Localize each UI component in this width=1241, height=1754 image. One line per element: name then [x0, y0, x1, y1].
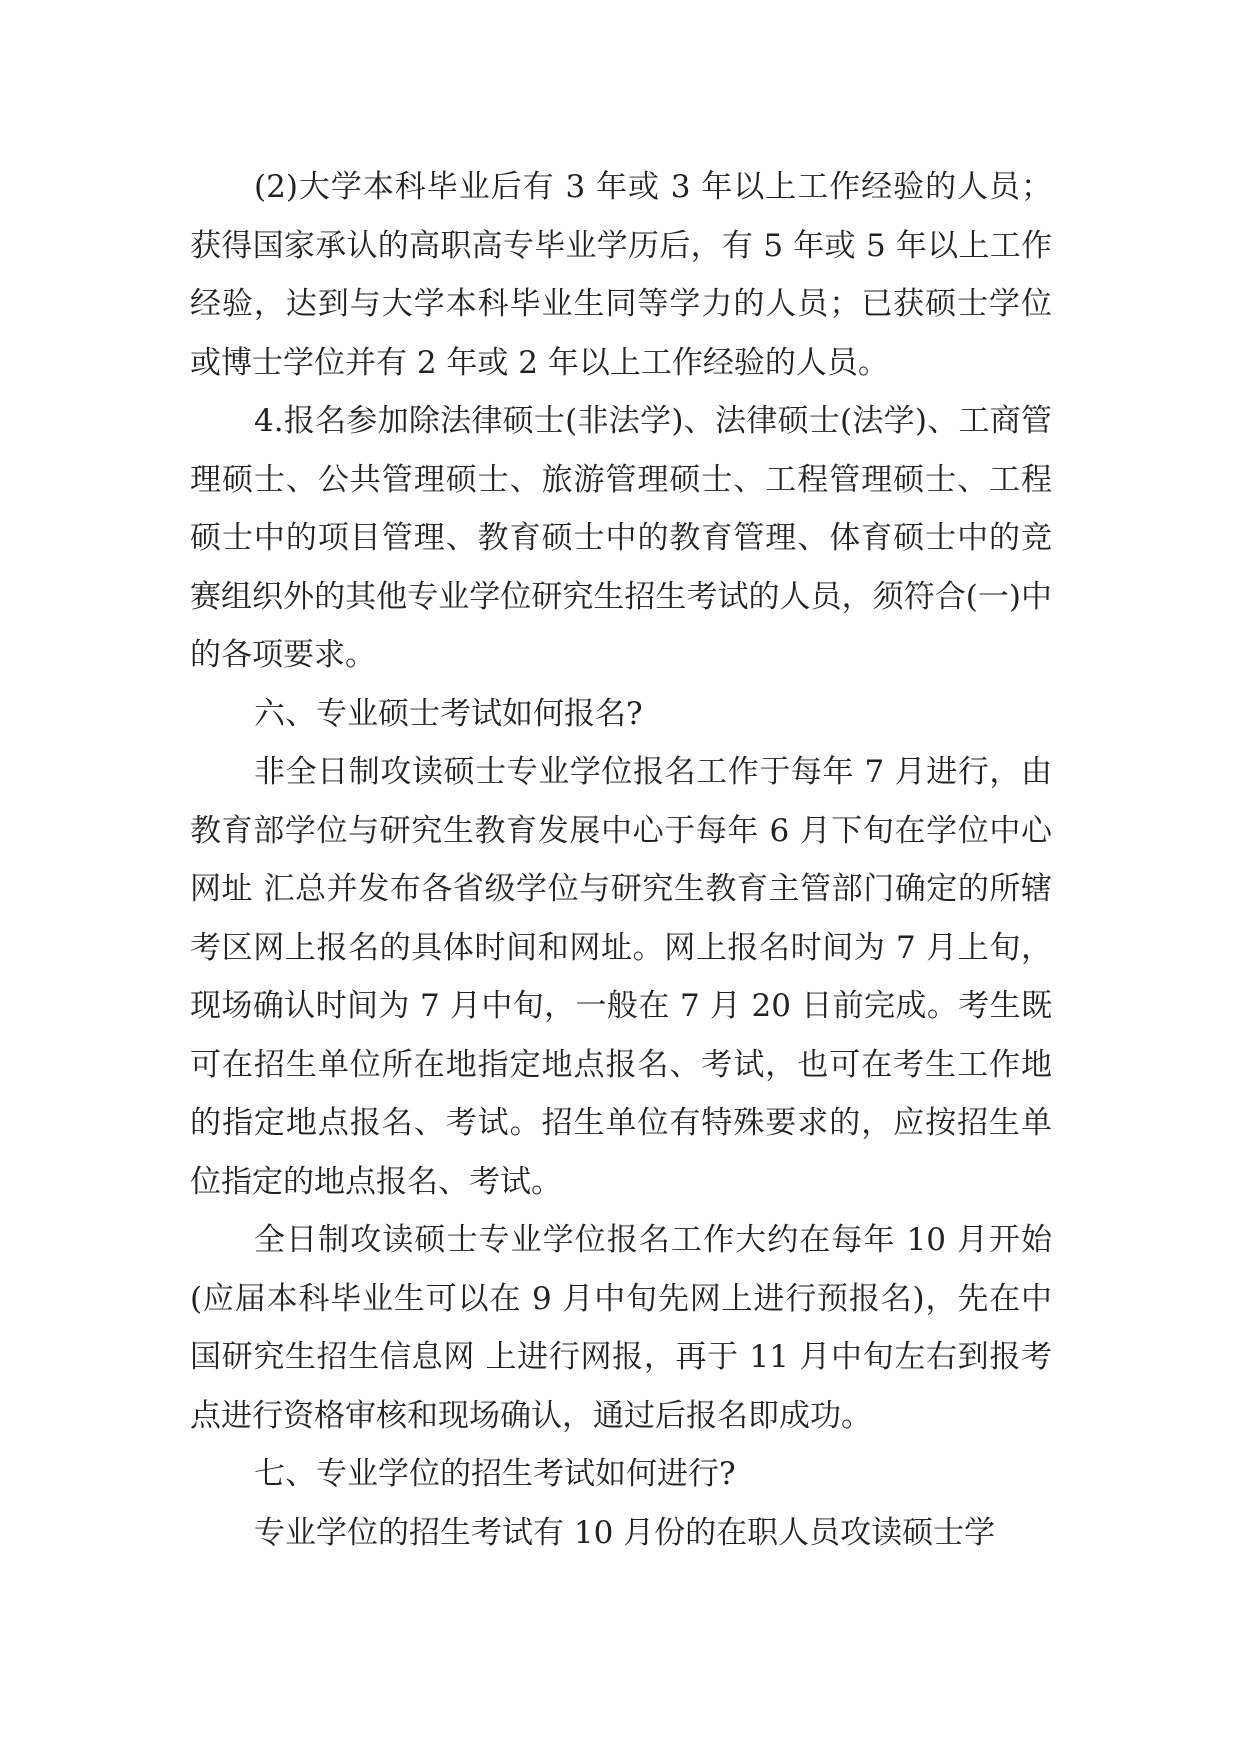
section-heading-exam-process: 七、专业学位的招生考试如何进行?	[254, 1456, 736, 1492]
paragraph-work-experience-requirements: (2)大学本科毕业后有 3 年或 3 年以上工作经验的人员；获得国家承认的高职高专毕业学历后，有 5 年或 5 年以上工作经验，达到与大学本科毕业生同等学力的人员；已获硕士学位或博士学位并有 2 年或 2 年以上工作经验的人员。	[190, 169, 1052, 381]
document-body	[190, 158, 1052, 1562]
paragraph-full-time-registration: 全日制攻读硕士专业学位报名工作大约在每年 10 月开始(应届本科毕业生可以在 9 月中旬先网上进行预报名)，先在中国研究生招生信息网 上进行网报，再于 11 月中旬左右到报考点进行资格审核和现场确认，通过后报名即成功。	[190, 1222, 1052, 1434]
paragraph-other-degree-requirements: 4.报名参加除法律硕士(非法学)、法律硕士(法学)、工商管理硕士、公共管理硕士、旅游管理硕士、工程管理硕士、工程硕士中的项目管理、教育硕士中的教育管理、体育硕士中的竞赛组织外的其他专业学位研究生招生考试的人员，须符合(一)中的各项要求。	[190, 403, 1052, 673]
paragraph-exam-process: 专业学位的招生考试有 10 月份的在职人员攻读硕士学	[254, 1514, 996, 1551]
section-heading-registration: 六、专业硕士考试如何报名?	[254, 695, 643, 732]
paragraph-part-time-registration: 非全日制攻读硕士专业学位报名工作于每年 7 月进行，由教育部学位与研究生教育发展中心于每年 6 月下旬在学位中心网址 汇总并发布各省级学位与研究生教育主管部门确定的所辖考区网上报名的具体时间和网址。网上报名时间为 7 月上旬，现场确认时间为 7 月中旬，一般在 7 月 20 日前完成。考生既可在招生单位所在地指定地点报名、考试，也可在考生工作地的指定地点报名、考试。招生单位有特殊要求的，应按招生单位指定的地点报名、考试。	[190, 754, 1052, 1200]
